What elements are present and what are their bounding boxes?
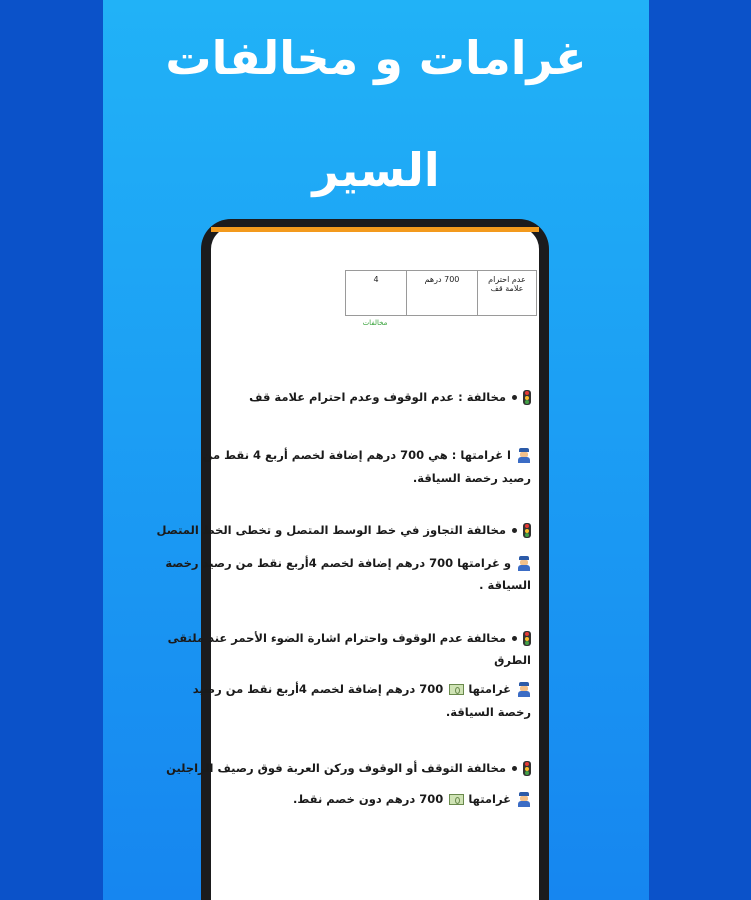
- violation-text: مخالفة : عدم الوقوف وعدم احترام علامة قف: [249, 390, 506, 404]
- bullet-icon: [512, 636, 517, 641]
- headline-line-2: السير: [312, 143, 440, 197]
- table-caption: مخالفات: [362, 319, 388, 327]
- violation-heading-2: [157, 519, 532, 541]
- table-cell-points: 4: [373, 275, 379, 284]
- fine-text: ا غرامتها : هي 700 درهم إضافة لخصم أربع 4 نقط من: [202, 448, 511, 462]
- fine-label: غرامتها: [468, 792, 511, 806]
- violation-heading-1: [249, 386, 531, 408]
- fine-line-1: [165, 552, 531, 574]
- bullet-icon: [512, 766, 517, 771]
- police-officer-icon: [517, 682, 531, 697]
- violation-text: مخالفة التوقف أو الوقوف وركن العربة فوق رصيف الراجلين: [166, 761, 506, 775]
- violation-heading-3: [168, 627, 531, 649]
- violation-text-continued: الطرق: [494, 653, 531, 667]
- traffic-light-icon: [523, 523, 531, 538]
- money-icon: [449, 684, 464, 695]
- phone-screen[interactable]: [156, 227, 539, 900]
- violation-heading-4: [166, 757, 531, 779]
- fine-line-1: [193, 678, 531, 700]
- violation-table: [345, 270, 537, 316]
- traffic-light-icon: [523, 390, 531, 405]
- fine-text: 700 درهم إضافة لخصم 4أربع نقط من رصيد: [192, 682, 444, 696]
- money-icon: [449, 794, 464, 805]
- table-cell-fine: 700 درهم: [406, 271, 477, 315]
- accent-bar: [211, 227, 539, 232]
- phone-frame: [156, 219, 549, 900]
- fine-line-1: [203, 444, 531, 466]
- violation-text: مخالفة عدم الوقوف واحترام اشارة الضوء الأحمر عند ملتقى: [167, 631, 506, 645]
- police-officer-icon: [517, 448, 531, 463]
- fine-line-2: [479, 574, 531, 596]
- police-officer-icon: [517, 792, 531, 807]
- fine-text-continued: السياقة .: [479, 578, 531, 592]
- bullet-icon: [512, 528, 517, 533]
- fine-text-continued: رصيد رخصة السياقة.: [412, 471, 531, 485]
- fine-line-1: [293, 788, 531, 810]
- fine-text: و غرامتها 700 درهم إضافة لخصم 4أربع نقط من رصيد رخصة: [165, 556, 511, 570]
- traffic-light-icon: [523, 761, 531, 776]
- fine-text: 700 درهم دون خصم نقط.: [292, 792, 444, 806]
- violation-heading-3-continued: [494, 649, 531, 671]
- police-officer-icon: [517, 556, 531, 571]
- fine-label: غرامتها: [468, 682, 511, 696]
- fine-line-2: [446, 701, 531, 723]
- headline-line-1: غرامات و مخالفات: [165, 31, 587, 85]
- bullet-icon: [512, 395, 517, 400]
- violation-text: مخالفة التجاوز في خط الوسط المتصل و تخطى الخط المتصل: [156, 523, 506, 537]
- table-cell-violation: عدم احترام علامة قف: [477, 271, 536, 315]
- traffic-light-icon: [523, 631, 531, 646]
- fine-text-continued: رخصة السياقة.: [445, 705, 531, 719]
- fine-line-2: [413, 467, 531, 489]
